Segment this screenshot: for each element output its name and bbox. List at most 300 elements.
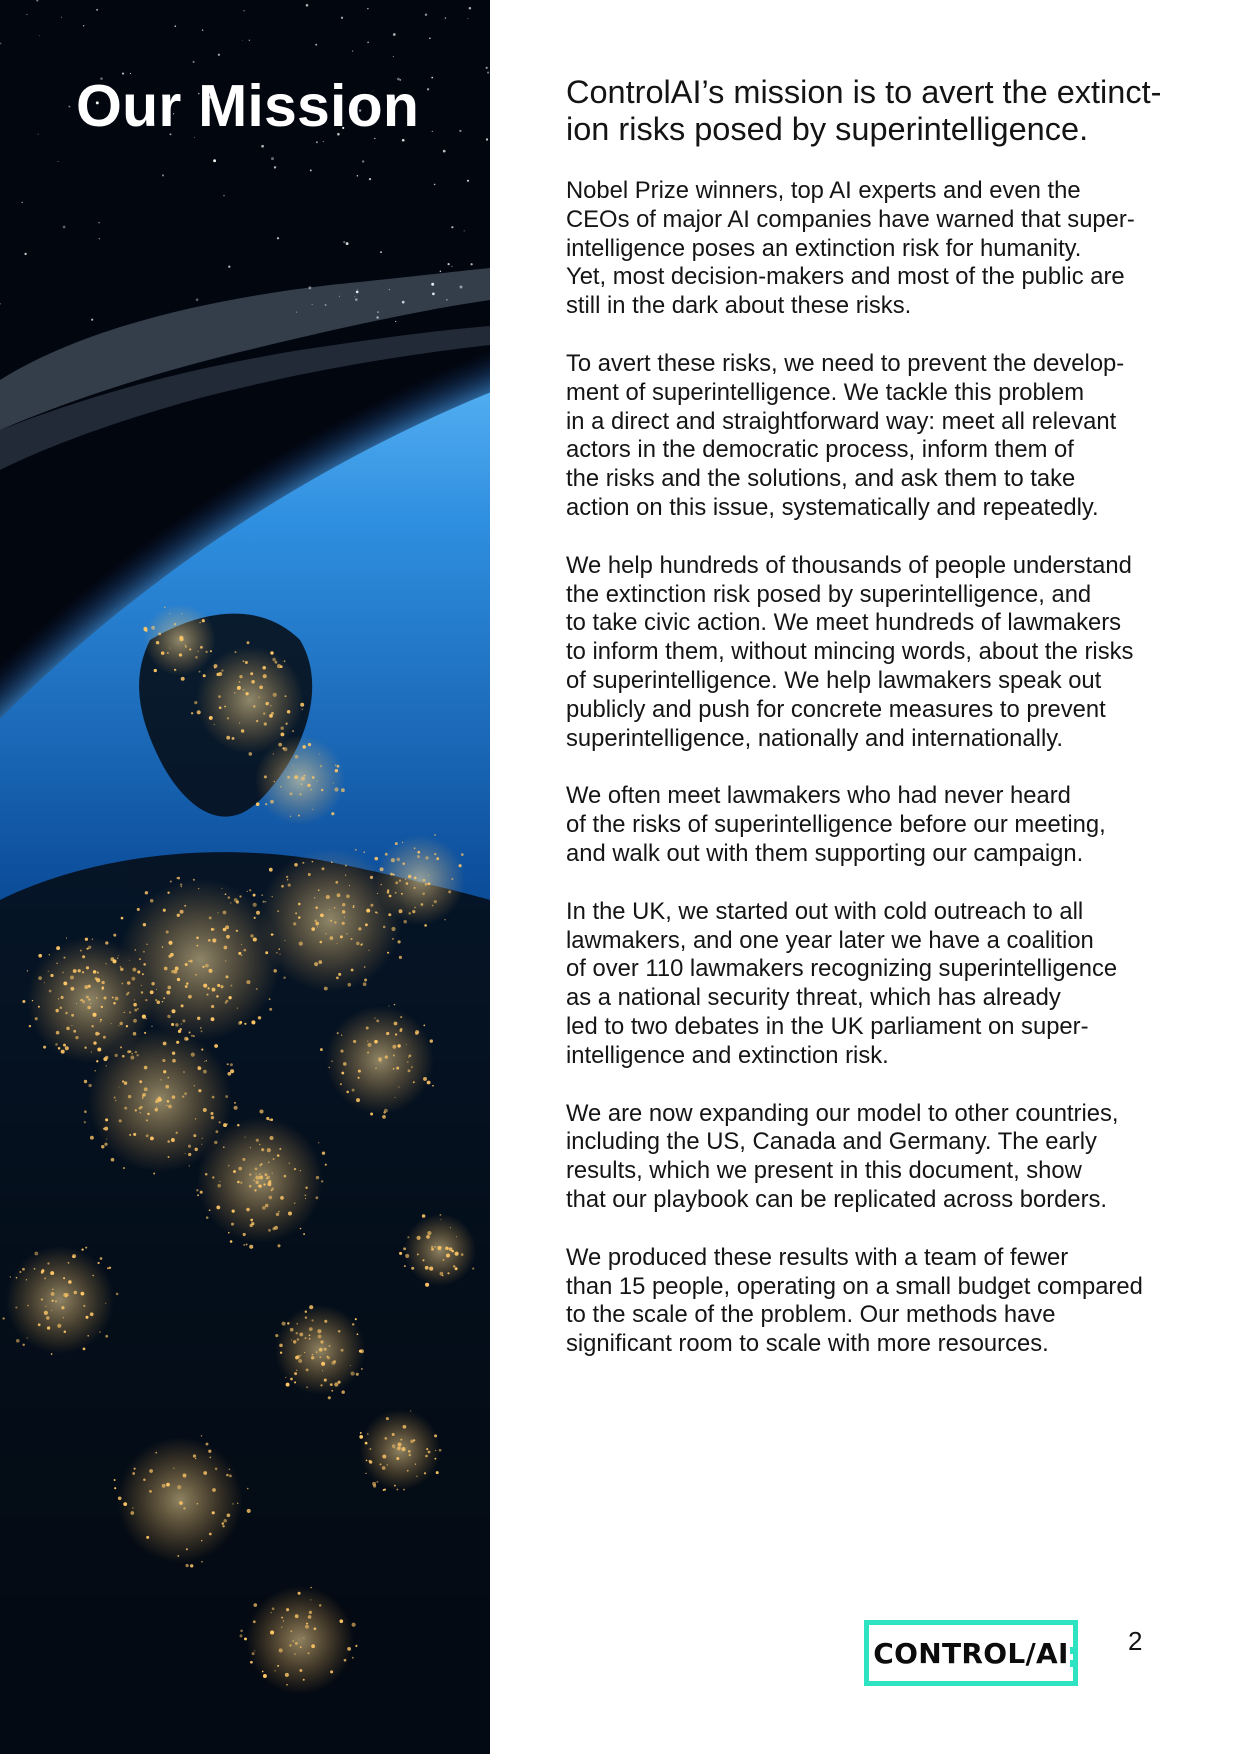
city-light: [259, 1185, 262, 1188]
city-light: [300, 703, 304, 707]
city-light: [197, 1503, 199, 1505]
city-light: [56, 946, 60, 950]
city-light: [51, 1310, 52, 1311]
city-light: [349, 885, 350, 886]
city-light: [142, 973, 144, 975]
star: [459, 130, 461, 132]
city-light: [365, 1473, 366, 1474]
city-light: [140, 1112, 141, 1113]
city-glow: [119, 879, 281, 1041]
city-light: [241, 944, 242, 945]
city-light: [176, 877, 178, 879]
city-light: [144, 1066, 148, 1070]
city-light: [229, 1474, 232, 1477]
city-light: [217, 1184, 220, 1187]
city-light: [360, 944, 362, 946]
city-light: [212, 938, 216, 942]
city-light: [314, 920, 317, 923]
city-light: [203, 1471, 207, 1475]
city-light: [170, 953, 174, 957]
city-light: [360, 1349, 364, 1353]
city-light: [228, 1232, 230, 1234]
mission-lead: [566, 74, 1206, 148]
city-light: [256, 911, 260, 915]
paragraph: [566, 552, 1206, 754]
city-light: [143, 963, 146, 966]
city-light: [290, 1328, 294, 1332]
city-light: [263, 674, 267, 678]
city-light: [329, 1067, 331, 1069]
city-light: [92, 1013, 96, 1017]
city-light: [155, 1108, 158, 1111]
city-light: [251, 1020, 255, 1024]
city-light: [223, 1146, 225, 1148]
city-light: [144, 1032, 146, 1034]
city-light: [461, 1253, 464, 1256]
city-light: [393, 1068, 395, 1070]
city-light: [286, 1383, 290, 1387]
star: [432, 131, 433, 132]
paragraph: [566, 177, 1206, 321]
city-light: [283, 1620, 284, 1621]
city-light: [106, 1138, 107, 1139]
city-light: [311, 1319, 313, 1321]
city-light: [261, 894, 263, 896]
city-light: [287, 776, 290, 779]
city-light: [425, 1455, 428, 1458]
city-light: [344, 1659, 347, 1662]
city-light: [212, 988, 216, 992]
city-light: [286, 1608, 289, 1611]
city-light: [195, 1118, 196, 1119]
paragraph: [566, 1244, 1206, 1359]
city-light: [254, 1650, 255, 1651]
star: [261, 145, 264, 148]
text-line: that our playbook can be replicated across borders.: [566, 1185, 1108, 1213]
city-light: [191, 1053, 195, 1057]
city-light: [177, 978, 180, 981]
city-light: [193, 1454, 196, 1457]
city-light: [243, 689, 245, 691]
city-light: [167, 1015, 170, 1018]
city-light: [295, 755, 299, 759]
city-light: [174, 669, 176, 671]
city-light: [399, 1029, 402, 1032]
city-light: [392, 1045, 396, 1049]
city-light: [265, 1204, 269, 1208]
city-light: [426, 1235, 430, 1239]
city-light: [331, 1361, 335, 1365]
city-light: [90, 1136, 94, 1140]
city-light: [211, 1116, 214, 1119]
city-light: [185, 1153, 186, 1154]
city-light: [355, 1645, 357, 1647]
city-light: [281, 1617, 283, 1619]
city-light: [101, 1006, 103, 1008]
city-light: [226, 736, 230, 740]
city-light: [273, 969, 276, 972]
city-light: [315, 1196, 318, 1199]
city-light: [234, 898, 238, 902]
city-light: [380, 867, 384, 871]
city-light: [389, 895, 392, 898]
city-light: [428, 882, 431, 885]
city-light: [60, 1006, 63, 1009]
city-light: [328, 1345, 330, 1347]
city-light: [124, 1081, 128, 1085]
city-light: [111, 1023, 112, 1024]
city-light: [243, 660, 245, 662]
city-light: [253, 894, 256, 897]
city-light: [22, 1000, 25, 1003]
city-light: [284, 660, 286, 662]
city-light: [83, 1305, 85, 1307]
city-light: [249, 1173, 251, 1175]
city-light: [396, 858, 400, 862]
city-light: [317, 1329, 321, 1333]
city-light: [177, 1485, 181, 1489]
city-light: [337, 943, 338, 944]
city-light: [256, 1139, 259, 1142]
paragraph: [566, 898, 1206, 1071]
star: [38, 134, 39, 135]
city-light: [45, 1306, 46, 1307]
city-light: [425, 1283, 429, 1287]
star: [277, 237, 279, 239]
city-light: [172, 1095, 176, 1099]
city-glow: [246, 1586, 354, 1694]
star: [22, 202, 23, 203]
city-light: [324, 987, 328, 991]
city-light: [234, 1106, 238, 1110]
city-light: [408, 1454, 411, 1457]
star: [346, 242, 349, 245]
city-light: [115, 1100, 116, 1101]
city-light: [81, 1292, 85, 1296]
city-light: [209, 716, 213, 720]
city-light: [277, 1665, 279, 1667]
city-light: [341, 1349, 344, 1352]
city-light: [83, 1348, 86, 1351]
city-light: [163, 997, 165, 999]
city-light: [282, 747, 284, 749]
star: [367, 42, 369, 44]
city-light: [296, 1370, 297, 1371]
city-light: [223, 911, 227, 915]
city-light: [264, 775, 267, 778]
city-light: [208, 1450, 211, 1453]
city-light: [195, 1458, 196, 1459]
city-light: [451, 1250, 454, 1253]
city-light: [293, 922, 296, 925]
city-light: [384, 1488, 386, 1490]
city-light: [403, 1489, 405, 1491]
city-light: [73, 1030, 76, 1033]
city-light: [230, 985, 232, 987]
city-light: [277, 664, 281, 668]
city-light: [322, 1152, 325, 1155]
city-light: [180, 910, 184, 914]
city-light: [214, 667, 216, 669]
city-light: [239, 675, 242, 678]
city-light: [71, 1025, 72, 1026]
city-light: [390, 873, 393, 876]
city-light: [423, 879, 426, 882]
city-light: [15, 1307, 17, 1309]
city-light: [237, 686, 241, 690]
city-light: [223, 928, 227, 932]
text-line: intelligence and extinction risk.: [566, 1041, 889, 1069]
city-light: [415, 1464, 416, 1465]
city-light: [119, 1119, 122, 1122]
city-light: [432, 1085, 434, 1087]
city-light: [317, 926, 318, 927]
star: [202, 29, 203, 30]
text-line: In the UK, we started out with cold outreach to all: [566, 897, 1084, 925]
city-light: [294, 863, 298, 867]
city-light: [265, 702, 268, 705]
city-light: [414, 887, 416, 889]
city-light: [329, 909, 330, 910]
city-light: [305, 1198, 306, 1199]
city-light: [144, 627, 148, 631]
city-light: [124, 1012, 125, 1013]
city-light: [169, 613, 170, 614]
city-light: [434, 834, 436, 836]
city-light: [153, 1173, 155, 1175]
city-light: [296, 1332, 298, 1334]
city-light: [130, 1056, 134, 1060]
city-light: [66, 938, 67, 939]
city-light: [34, 1268, 36, 1270]
text-line: Nobel Prize winners, top AI experts and even the: [566, 177, 1081, 204]
city-light: [343, 1062, 347, 1066]
star: [271, 157, 274, 160]
city-light: [193, 1035, 195, 1037]
city-light: [71, 1014, 74, 1017]
city-light: [285, 1377, 286, 1378]
city-light: [301, 1334, 302, 1335]
paragraph: [566, 1100, 1206, 1215]
city-light: [204, 1061, 205, 1062]
city-light: [171, 1138, 175, 1142]
city-light: [88, 1084, 91, 1087]
city-light: [251, 1247, 252, 1248]
city-light: [435, 1458, 437, 1460]
city-light: [65, 1295, 67, 1297]
city-light: [374, 1040, 378, 1044]
city-light: [201, 1030, 203, 1032]
city-light: [440, 1219, 441, 1220]
star: [431, 77, 433, 79]
city-light: [244, 1023, 246, 1025]
city-light: [315, 922, 319, 926]
city-light: [239, 722, 240, 723]
star: [68, 106, 70, 108]
city-light: [269, 868, 273, 872]
city-light: [139, 1080, 142, 1083]
lead-line: ion risks posed by superintelligence.: [566, 111, 1089, 147]
city-light: [136, 1054, 138, 1056]
city-light: [309, 1338, 311, 1340]
text-line: including the US, Canada and Germany. The early: [566, 1128, 1097, 1156]
city-light: [149, 1490, 152, 1493]
city-light: [185, 985, 188, 988]
city-light: [240, 1182, 242, 1184]
city-light: [402, 862, 404, 864]
city-light: [66, 1027, 70, 1031]
page-title: Our Mission: [76, 73, 420, 139]
city-light: [52, 1289, 53, 1290]
city-light: [322, 1370, 323, 1371]
city-light: [295, 1642, 298, 1645]
city-light: [46, 1316, 49, 1319]
city-light: [263, 712, 265, 714]
city-light: [225, 1095, 228, 1098]
city-light: [237, 1124, 239, 1126]
city-light: [73, 969, 77, 973]
city-light: [212, 1176, 214, 1178]
earth-image-panel: [0, 0, 490, 1754]
city-light: [320, 1340, 323, 1343]
star: [367, 8, 368, 9]
city-light: [297, 1338, 299, 1340]
star: [223, 195, 224, 196]
city-light: [155, 1452, 157, 1454]
city-light: [113, 934, 116, 937]
city-light: [172, 1059, 176, 1063]
city-light: [96, 997, 97, 998]
city-light: [280, 1352, 282, 1354]
city-light: [334, 921, 336, 923]
city-light: [400, 1016, 402, 1018]
city-light: [246, 980, 250, 984]
city-light: [345, 865, 347, 867]
city-light: [262, 1206, 266, 1210]
star: [341, 17, 343, 19]
city-light: [285, 1673, 289, 1677]
city-light: [225, 975, 228, 978]
city-light: [427, 1231, 431, 1235]
city-light: [205, 1173, 208, 1176]
city-light: [393, 1055, 395, 1057]
city-light: [271, 933, 273, 935]
city-light: [255, 1173, 256, 1174]
city-light: [275, 1334, 278, 1337]
city-light: [292, 1640, 294, 1642]
city-light: [294, 1372, 297, 1375]
city-light: [166, 1483, 170, 1487]
city-light: [234, 692, 236, 694]
city-light: [320, 913, 324, 917]
star: [380, 251, 382, 253]
city-light: [203, 1070, 207, 1074]
city-light: [114, 1487, 116, 1489]
city-light: [387, 1464, 389, 1466]
city-light: [301, 784, 303, 786]
city-light: [222, 1522, 225, 1525]
city-light: [129, 1134, 131, 1136]
city-light: [250, 1219, 253, 1222]
city-light: [113, 1002, 115, 1004]
city-light: [380, 1463, 382, 1465]
city-light: [312, 861, 314, 863]
city-light: [351, 969, 354, 972]
city-light: [312, 776, 315, 779]
city-light: [295, 1356, 299, 1360]
city-light: [271, 896, 272, 897]
city-light: [135, 949, 136, 950]
city-light: [105, 963, 107, 965]
text-line: ment of superintelligence. We tackle this problem: [566, 378, 1085, 406]
city-light: [326, 895, 330, 899]
city-light: [225, 893, 227, 895]
city-light: [107, 1267, 109, 1269]
city-light: [112, 997, 114, 999]
city-light: [210, 650, 212, 652]
city-light: [212, 1488, 216, 1492]
city-light: [359, 1435, 363, 1439]
city-light: [394, 1447, 395, 1448]
text-line: the risks and the solutions, and ask them to take: [566, 465, 1076, 493]
city-light: [298, 814, 300, 816]
city-light: [182, 1095, 184, 1097]
city-light: [422, 1214, 426, 1218]
city-light: [277, 910, 279, 912]
city-light: [382, 1454, 386, 1458]
city-light: [44, 982, 45, 983]
city-light: [239, 681, 241, 683]
star: [39, 35, 40, 36]
city-light: [263, 1183, 265, 1185]
city-light: [197, 1194, 199, 1196]
city-light: [84, 1080, 87, 1083]
city-light: [439, 1449, 442, 1452]
city-light: [253, 705, 256, 708]
city-light: [105, 1303, 106, 1304]
city-light: [305, 1311, 307, 1313]
city-light: [175, 1023, 178, 1026]
city-light: [398, 940, 401, 943]
city-light: [151, 626, 155, 630]
star: [393, 33, 396, 36]
city-light: [280, 1196, 284, 1200]
city-light: [245, 661, 248, 664]
city-light: [280, 786, 281, 787]
city-light: [385, 853, 388, 856]
city-light: [415, 1030, 419, 1034]
city-light: [171, 1023, 174, 1026]
city-light: [171, 1009, 175, 1013]
city-light: [424, 1472, 426, 1474]
city-light: [222, 1525, 224, 1527]
city-light: [44, 1277, 46, 1279]
city-light: [392, 938, 394, 940]
city-light: [133, 1019, 137, 1023]
city-light: [412, 910, 415, 913]
city-light: [196, 937, 199, 940]
city-light: [35, 1017, 38, 1020]
city-light: [246, 1208, 250, 1212]
city-light: [289, 792, 292, 795]
city-light: [270, 800, 274, 804]
city-light: [27, 1337, 28, 1338]
city-light: [279, 1148, 281, 1150]
city-light: [417, 1236, 421, 1240]
city-light: [346, 894, 350, 898]
city-light: [335, 881, 338, 884]
city-light: [226, 1000, 229, 1003]
